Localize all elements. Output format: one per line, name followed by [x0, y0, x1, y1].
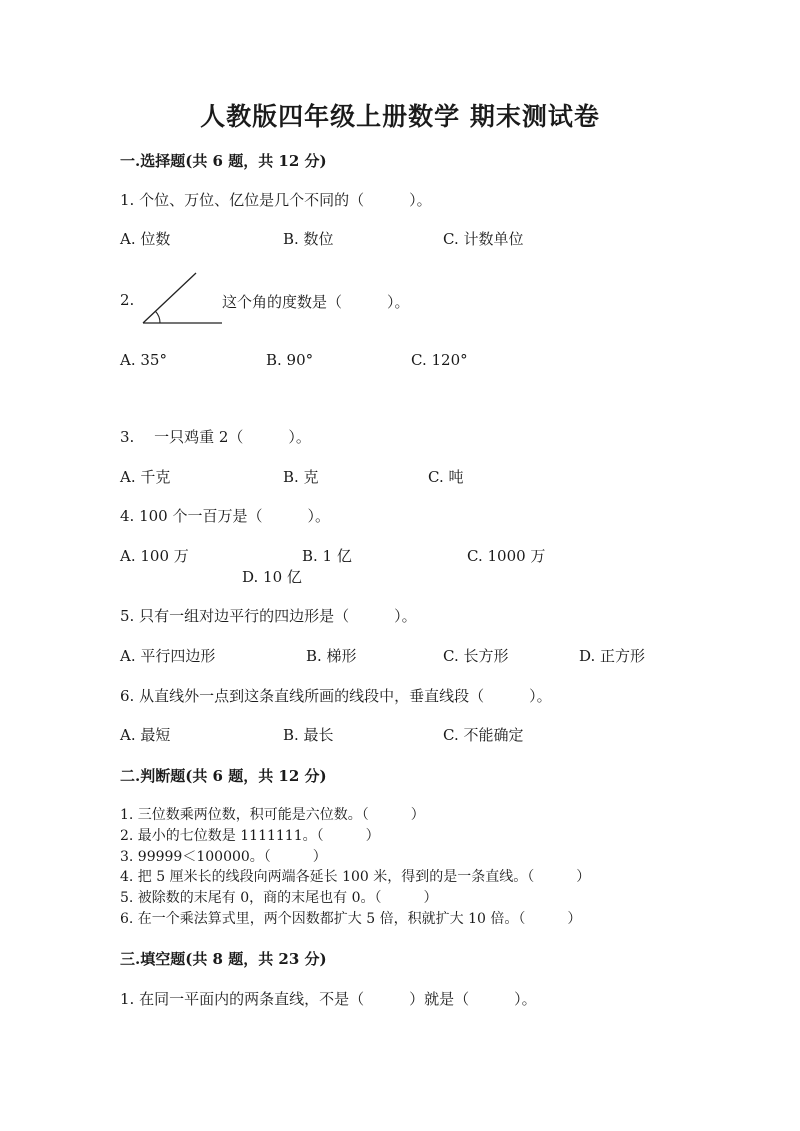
question-5-option-a: A. 平行四边形 [120, 647, 216, 665]
page-title: 人教版四年级上册数学 期末测试卷 [200, 102, 600, 131]
question-2-option-c: C. 120° [411, 351, 468, 369]
question-6-stem: 6. 从直线外一点到这条直线所画的线段中，垂直线段（ ）。 [120, 687, 552, 705]
tf-item-2: 2. 最小的七位数是 1111111。（ ） [120, 828, 380, 844]
question-3-option-a: A. 千克 [120, 468, 171, 486]
question-6-option-b: B. 最长 [283, 726, 334, 744]
section-heading-choice: 一.选择题(共 6 题，共 12 分) [120, 152, 327, 170]
question-1-stem: 1. 个位、万位、亿位是几个不同的（ ）。 [120, 191, 432, 209]
question-2-number: 2. [120, 291, 135, 309]
question-3-option-c: C. 吨 [428, 468, 464, 486]
question-1-option-b: B. 数位 [283, 230, 334, 248]
question-5-option-d: D. 正方形 [579, 647, 646, 665]
tf-item-5: 5. 被除数的末尾有 0，商的末尾也有 0。（ ） [120, 890, 438, 906]
question-3-option-b: B. 克 [283, 468, 319, 486]
tf-item-3: 3. 99999＜100000。（ ） [120, 849, 327, 865]
tf-item-6: 6. 在一个乘法算式里，两个因数都扩大 5 倍，积就扩大 10 倍。（ ） [120, 911, 582, 927]
question-2-option-b: B. 90° [266, 351, 314, 369]
question-5-stem: 5. 只有一组对边平行的四边形是（ ）。 [120, 607, 417, 625]
question-6-option-a: A. 最短 [120, 726, 171, 744]
section-heading-fill-blank: 三.填空题(共 8 题，共 23 分) [120, 950, 327, 968]
question-2-option-a: A. 35° [120, 351, 167, 369]
angle-figure [140, 268, 224, 326]
question-4-option-c: C. 1000 万 [467, 547, 546, 565]
question-1-option-a: A. 位数 [120, 230, 171, 248]
question-1-option-c: C. 计数单位 [443, 230, 524, 248]
question-4-stem: 4. 100 个一百万是（ ）。 [120, 507, 330, 525]
tf-item-1: 1. 三位数乘两位数，积可能是六位数。（ ） [120, 807, 425, 823]
question-4-option-d: D. 10 亿 [242, 568, 302, 586]
section-heading-true-false: 二.判断题(共 6 题，共 12 分) [120, 767, 327, 785]
question-6-option-c: C. 不能确定 [443, 726, 524, 744]
question-4-option-a: A. 100 万 [120, 547, 189, 565]
question-5-option-c: C. 长方形 [443, 647, 509, 665]
tf-item-4: 4. 把 5 厘米长的线段向两端各延长 100 米，得到的是一条直线。（ ） [120, 869, 591, 885]
question-4-option-b: B. 1 亿 [302, 547, 352, 565]
fill-question-1: 1. 在同一平面内的两条直线，不是（ ）就是（ ）。 [120, 990, 537, 1008]
question-3-stem: 3. 一只鸡重 2（ ）。 [120, 428, 311, 446]
question-5-option-b: B. 梯形 [306, 647, 357, 665]
question-2-stem: 这个角的度数是（ ）。 [222, 293, 410, 311]
